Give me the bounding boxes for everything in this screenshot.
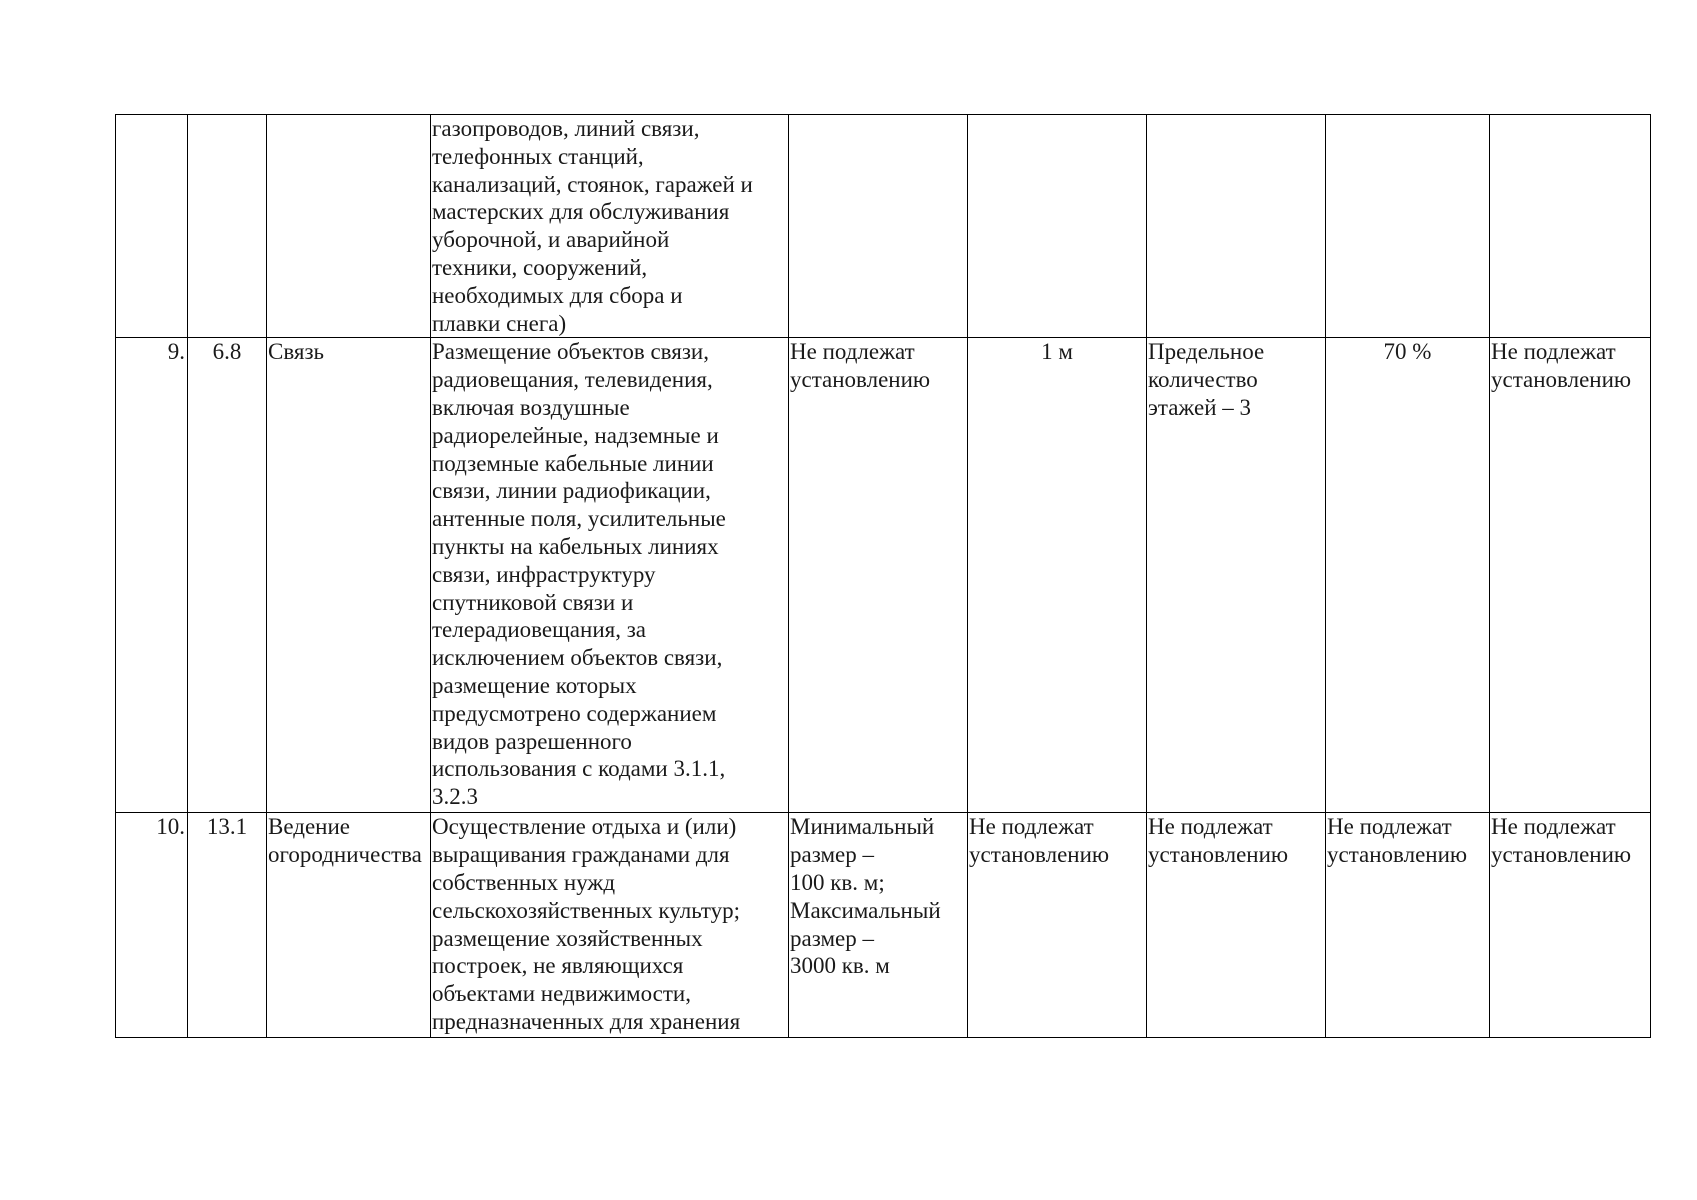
use-name-cell — [267, 813, 431, 1038]
description-line: подземные кабельные линии — [432, 450, 714, 476]
floors-line: установлению — [1148, 842, 1289, 868]
use-name-cell — [267, 338, 431, 813]
table-row — [116, 813, 1651, 1038]
plot-area-line: 100 кв. м; — [790, 869, 885, 895]
coverage-cell — [1326, 115, 1490, 338]
description-line: связи, линии радиофикации, — [432, 478, 711, 504]
floors-line: Предельное — [1148, 339, 1265, 365]
description-line: построек, не являющихся — [432, 953, 684, 979]
description-line: газопроводов, линий связи, — [432, 116, 700, 141]
description-line: радиорелейные, надземные и — [432, 422, 719, 448]
coverage-cell — [1326, 338, 1490, 813]
other-params-cell — [1490, 115, 1651, 338]
coverage-cell — [1326, 813, 1490, 1038]
plot-area-line: Минимальный — [790, 814, 935, 840]
plot-area-line: размер – — [790, 925, 874, 951]
setback-line: Не подлежат — [969, 814, 1094, 840]
plot-area-cell — [789, 338, 968, 813]
row-number-text: 10. — [156, 814, 185, 840]
row-number-text: 9. — [167, 339, 185, 365]
plot-area-line: 3000 кв. м — [790, 953, 890, 979]
floors-cell — [1147, 813, 1326, 1038]
row-number-cell — [116, 338, 188, 813]
setback-cell — [968, 338, 1147, 813]
table-row — [116, 115, 1651, 338]
description-line: размещение хозяйственных — [432, 925, 703, 951]
description-line: уборочной, и аварийной — [432, 227, 670, 253]
setback-line: установлению — [969, 842, 1110, 868]
description-line: выращивания гражданами для — [432, 842, 730, 868]
use-code-text: 13.1 — [206, 814, 248, 840]
description-line: 3.2.3 — [432, 784, 478, 810]
other-params-line: установлению — [1491, 367, 1632, 393]
use-name-line: Связь — [268, 339, 325, 365]
floors-line: количество — [1148, 367, 1258, 393]
description-line: объектами недвижимости, — [432, 981, 691, 1007]
description-line: использования с кодами 3.1.1, — [432, 756, 726, 782]
setback-line: 1 м — [1041, 339, 1073, 365]
description-line: предназначенных для хранения — [432, 1008, 741, 1034]
coverage-line: установлению — [1327, 842, 1468, 868]
description-line: мастерских для обслуживания — [432, 199, 730, 225]
floors-cell — [1147, 338, 1326, 813]
description-line: связи, инфраструктуру — [432, 561, 656, 587]
floors-line: этажей – 3 — [1148, 394, 1252, 420]
table-row — [116, 338, 1651, 813]
use-code-cell — [188, 338, 267, 813]
plot-area-line: Не подлежат — [790, 339, 915, 365]
other-params-line: Не подлежат — [1491, 814, 1616, 840]
description-line: необходимых для сбора и — [432, 282, 683, 308]
use-code-cell — [188, 813, 267, 1038]
plot-area-line: размер – — [790, 842, 874, 868]
coverage-line: 70 % — [1383, 339, 1432, 365]
other-params-line: Не подлежат — [1491, 339, 1616, 365]
use-name-line: Ведение — [268, 814, 350, 840]
plot-area-line: установлению — [790, 367, 931, 393]
description-line: исключением объектов связи, — [432, 645, 723, 671]
description-cell — [431, 115, 789, 338]
description-line: собственных нужд — [432, 869, 616, 895]
description-line: пункты на кабельных линиях — [432, 533, 719, 559]
other-params-line: установлению — [1491, 842, 1632, 868]
description-line: плавки снега) — [432, 310, 567, 336]
description-line: предусмотрено содержанием — [432, 700, 717, 726]
plot-area-cell — [789, 115, 968, 338]
description-line: видов разрешенного — [432, 728, 632, 754]
description-line: включая воздушные — [432, 394, 630, 420]
use-code-cell — [188, 115, 267, 338]
row-number-cell — [116, 115, 188, 338]
description-line: канализаций, стоянок, гаражей и — [432, 171, 753, 197]
use-name-line: огородничества — [268, 842, 422, 868]
description-line: размещение которых — [432, 672, 637, 698]
setback-cell — [968, 115, 1147, 338]
land-use-table — [115, 114, 1651, 1038]
use-name-cell — [267, 115, 431, 338]
description-line: техники, сооружений, — [432, 254, 648, 280]
coverage-line: Не подлежат — [1327, 814, 1452, 840]
description-line: телефонных станций, — [432, 143, 644, 169]
description-cell — [431, 813, 789, 1038]
other-params-cell — [1490, 338, 1651, 813]
other-params-cell — [1490, 813, 1651, 1038]
floors-cell — [1147, 115, 1326, 338]
description-line: радиовещания, телевидения, — [432, 367, 713, 393]
setback-cell — [968, 813, 1147, 1038]
description-line: телерадиовещания, за — [432, 617, 647, 643]
description-line: сельскохозяйственных культур; — [432, 897, 740, 923]
description-line: Осуществление отдыха и (или) — [432, 814, 737, 840]
description-line: спутниковой связи и — [432, 589, 634, 615]
use-code-text: 6.8 — [212, 339, 242, 365]
description-cell — [431, 338, 789, 813]
row-number-cell — [116, 813, 188, 1038]
plot-area-cell — [789, 813, 968, 1038]
floors-line: Не подлежат — [1148, 814, 1273, 840]
description-line: антенные поля, усилительные — [432, 506, 726, 532]
plot-area-line: Максимальный — [790, 897, 941, 923]
description-line: Размещение объектов связи, — [432, 339, 709, 365]
